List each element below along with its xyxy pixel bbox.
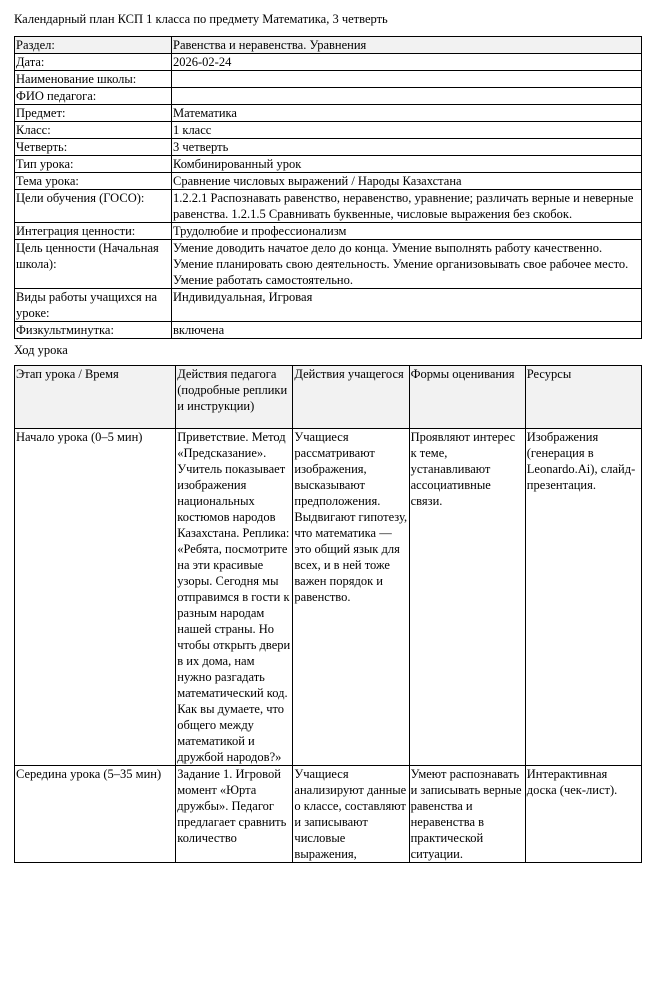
info-label: Класс: bbox=[15, 122, 172, 139]
info-row bbox=[15, 173, 642, 190]
info-row bbox=[15, 322, 642, 339]
info-value: Умение доводить начатое дело до конца. Умение выполнять работу качественно. Умение планировать свою деятельность. Умение организовывать свое рабочее место. Умение работать самостоятельно. bbox=[172, 240, 642, 289]
document-title: Календарный план КСП 1 класса по предмету Математика, 3 четверть bbox=[14, 12, 388, 26]
info-row bbox=[15, 139, 642, 156]
info-label: Тема урока: bbox=[15, 173, 172, 190]
info-value bbox=[172, 88, 642, 105]
lesson-flow-heading: Ход урока bbox=[14, 343, 68, 357]
lesson-cell: Начало урока (0–5 мин) bbox=[15, 429, 176, 766]
info-row bbox=[15, 190, 642, 223]
info-value: Комбинированный урок bbox=[172, 156, 642, 173]
info-label: Тип урока: bbox=[15, 156, 172, 173]
info-label: ФИО педагога: bbox=[15, 88, 172, 105]
lesson-cell: Середина урока (5–35 мин) bbox=[15, 766, 176, 863]
info-value: 3 четверть bbox=[172, 139, 642, 156]
info-value: Равенства и неравенства. Уравнения bbox=[172, 37, 642, 54]
info-label: Цели обучения (ГОСО): bbox=[15, 190, 172, 223]
info-label: Виды работы учащихся на уроке: bbox=[15, 289, 172, 322]
info-value: 2026-02-24 bbox=[172, 54, 642, 71]
lesson-flow-table bbox=[14, 365, 642, 863]
info-label: Наименование школы: bbox=[15, 71, 172, 88]
info-label: Раздел: bbox=[15, 37, 172, 54]
lesson-stage-row bbox=[15, 429, 642, 766]
info-row bbox=[15, 105, 642, 122]
info-value bbox=[172, 71, 642, 88]
column-header: Ресурсы bbox=[525, 366, 641, 429]
lesson-cell: Интерактивная доска (чек-лист). bbox=[525, 766, 641, 863]
lesson-cell: Изображения (генерация в Leonardo.Ai), слайд-презентация. bbox=[525, 429, 641, 766]
lesson-stage-row bbox=[15, 766, 642, 863]
info-row bbox=[15, 289, 642, 322]
info-row bbox=[15, 156, 642, 173]
info-value: Индивидуальная, Игровая bbox=[172, 289, 642, 322]
column-header: Действия педагога (подробные реплики и инструкции) bbox=[176, 366, 293, 429]
info-row bbox=[15, 223, 642, 240]
info-label: Интеграция ценности: bbox=[15, 223, 172, 240]
info-row bbox=[15, 122, 642, 139]
column-header: Действия учащегося bbox=[293, 366, 409, 429]
lesson-header-row bbox=[15, 366, 642, 429]
info-value: включена bbox=[172, 322, 642, 339]
lesson-cell: Учащиеся анализируют данные о классе, составляют и записывают числовые выражения, bbox=[293, 766, 409, 863]
info-row bbox=[15, 54, 642, 71]
info-label: Дата: bbox=[15, 54, 172, 71]
info-row bbox=[15, 71, 642, 88]
info-row bbox=[15, 37, 642, 54]
info-row bbox=[15, 240, 642, 289]
info-value: Сравнение числовых выражений / Народы Казахстана bbox=[172, 173, 642, 190]
lesson-cell: Проявляют интерес к теме, устанавливают ассоциативные связи. bbox=[409, 429, 525, 766]
info-value: Трудолюбие и профессионализм bbox=[172, 223, 642, 240]
info-label: Четверть: bbox=[15, 139, 172, 156]
column-header: Этап урока / Время bbox=[15, 366, 176, 429]
info-value: 1.2.2.1 Распознавать равенство, неравенство, уравнение; различать верные и неверные равенства. 1.2.1.5 Сравнивать буквенные, числовые выражения без скобок. bbox=[172, 190, 642, 223]
info-row bbox=[15, 88, 642, 105]
lesson-cell: Задание 1. Игровой момент «Юрта дружбы». Педагог предлагает сравнить количество bbox=[176, 766, 293, 863]
info-label: Физкультминутка: bbox=[15, 322, 172, 339]
lesson-info-table bbox=[14, 36, 642, 339]
info-label: Предмет: bbox=[15, 105, 172, 122]
lesson-cell: Умеют распознавать и записывать верные равенства и неравенства в практической ситуации. bbox=[409, 766, 525, 863]
info-value: 1 класс bbox=[172, 122, 642, 139]
lesson-cell: Приветствие. Метод «Предсказание». Учитель показывает изображения национальных костюмов народов Казахстана. Реплика: «Ребята, посмотрите на эти красивые узоры. Сегодня мы отправимся в гости к разным народам нашей страны. Но чтобы открыть двери в их дома, нам нужно разгадать математический код. Как вы думаете, что общего между математикой и дружбой народов?» bbox=[176, 429, 293, 766]
info-label: Цель ценности (Начальная школа): bbox=[15, 240, 172, 289]
lesson-cell: Учащиеся рассматривают изображения, высказывают предположения. Выдвигают гипотезу, что математика — это общий язык для всех, и в ней тоже важен порядок и равенство. bbox=[293, 429, 409, 766]
info-value: Математика bbox=[172, 105, 642, 122]
column-header: Формы оценивания bbox=[409, 366, 525, 429]
